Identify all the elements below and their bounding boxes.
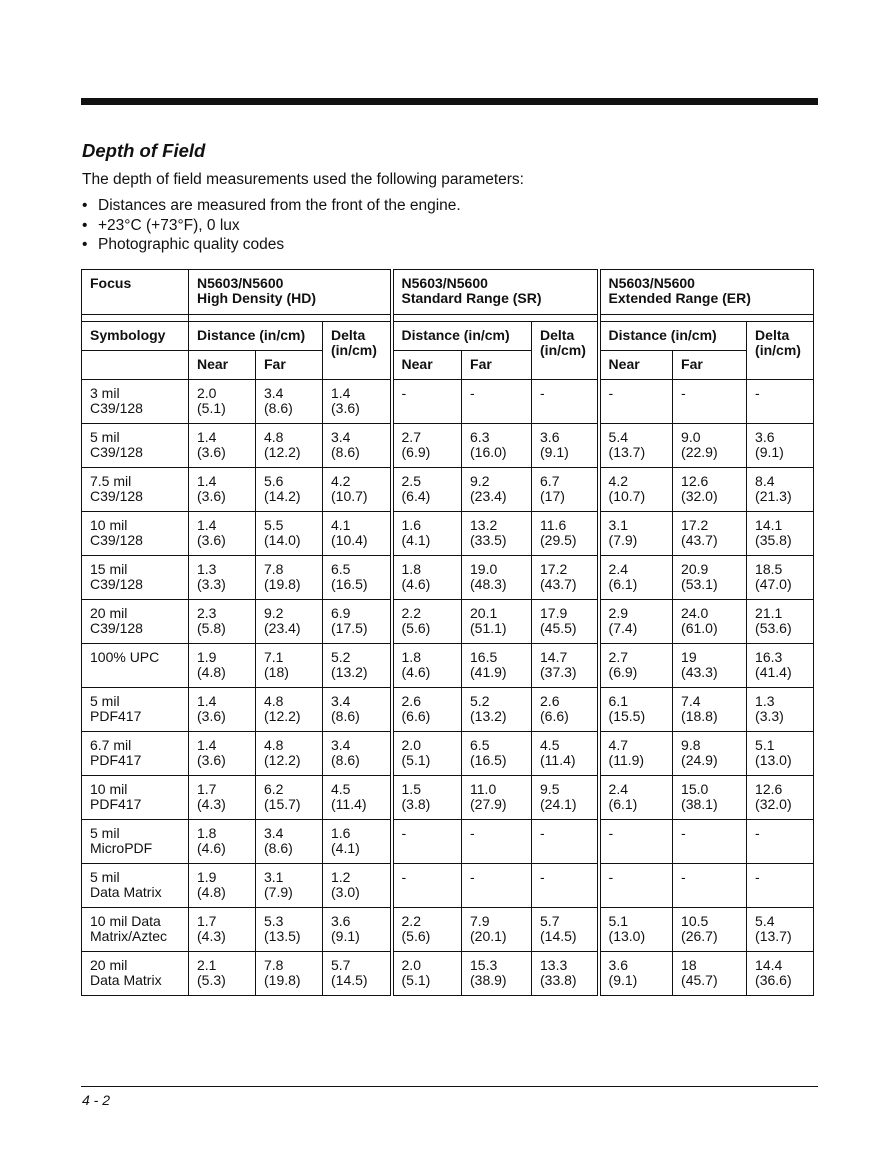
table-row [82, 380, 814, 424]
value-cell: 20.9 (53.1) [673, 556, 747, 600]
table-row [82, 424, 814, 468]
near-header-er: Near [599, 351, 673, 380]
symbology-cell: 7.5 mil C39/128 [82, 468, 189, 512]
value-cell: 2.6 (6.6) [392, 688, 462, 732]
distance-header-sr: Distance (in/cm) [392, 322, 532, 351]
table-row [82, 820, 814, 864]
value-cell: 1.6 (4.1) [323, 820, 392, 864]
value-cell: 16.3 (41.4) [747, 644, 814, 688]
value-cell: 1.9 (4.8) [189, 644, 256, 688]
delta-header-hd: Delta (in/cm) [323, 322, 392, 380]
value-cell: 2.2 (5.6) [392, 908, 462, 952]
bottom-rule [81, 1086, 818, 1087]
value-cell: 5.4 (13.7) [599, 424, 673, 468]
value-cell: 2.0 (5.1) [392, 952, 462, 996]
value-cell: 2.4 (6.1) [599, 556, 673, 600]
table-row [82, 600, 814, 644]
value-cell: 4.1 (10.4) [323, 512, 392, 556]
value-cell: 19 (43.3) [673, 644, 747, 688]
parameter-item: • +23°C (+73°F), 0 lux [82, 216, 461, 236]
value-cell: 17.2 (43.7) [673, 512, 747, 556]
value-cell: 4.8 (12.2) [256, 424, 323, 468]
value-cell: 13.3 (33.8) [532, 952, 599, 996]
value-cell: 4.2 (10.7) [323, 468, 392, 512]
parameter-item: • Distances are measured from the front of the engine. [82, 196, 461, 216]
value-cell: 3.4 (8.6) [256, 380, 323, 424]
value-cell: 14.4 (36.6) [747, 952, 814, 996]
value-cell: 18 (45.7) [673, 952, 747, 996]
value-cell: 1.7 (4.3) [189, 908, 256, 952]
table-row [82, 468, 814, 512]
value-cell: 2.2 (5.6) [392, 600, 462, 644]
value-cell: - [462, 380, 532, 424]
value-cell: 1.7 (4.3) [189, 776, 256, 820]
value-cell: 5.1 (13.0) [747, 732, 814, 776]
page-number: 4 - 2 [82, 1092, 111, 1108]
group-header-hd: N5603/N5600 High Density (HD) [189, 270, 392, 315]
value-cell: 1.4 (3.6) [189, 424, 256, 468]
value-cell: - [599, 820, 673, 864]
value-cell: 21.1 (53.6) [747, 600, 814, 644]
value-cell: 9.8 (24.9) [673, 732, 747, 776]
value-cell: 10.5 (26.7) [673, 908, 747, 952]
table-row [82, 512, 814, 556]
value-cell: 1.4 (3.6) [189, 512, 256, 556]
value-cell: 1.2 (3.0) [323, 864, 392, 908]
near-header-hd: Near [189, 351, 256, 380]
value-cell: 5.7 (14.5) [532, 908, 599, 952]
value-cell: 5.4 (13.7) [747, 908, 814, 952]
symbology-cell: 10 mil PDF417 [82, 776, 189, 820]
section-title: Depth of Field [82, 140, 206, 161]
value-cell: 9.5 (24.1) [532, 776, 599, 820]
distance-header-hd: Distance (in/cm) [189, 322, 323, 351]
value-cell: 2.3 (5.8) [189, 600, 256, 644]
value-cell: 1.4 (3.6) [323, 380, 392, 424]
value-cell: 6.9 (17.5) [323, 600, 392, 644]
value-cell: 3.1 (7.9) [256, 864, 323, 908]
table-row [82, 732, 814, 776]
value-cell: - [673, 864, 747, 908]
value-cell: 2.1 (5.3) [189, 952, 256, 996]
value-cell: - [747, 864, 814, 908]
value-cell: 2.7 (6.9) [392, 424, 462, 468]
value-cell: 18.5 (47.0) [747, 556, 814, 600]
table-row [82, 908, 814, 952]
value-cell: 3.6 (9.1) [532, 424, 599, 468]
value-cell: 2.9 (7.4) [599, 600, 673, 644]
value-cell: - [392, 380, 462, 424]
value-cell: 2.7 (6.9) [599, 644, 673, 688]
value-cell: - [392, 864, 462, 908]
value-cell: 13.2 (33.5) [462, 512, 532, 556]
value-cell: 1.9 (4.8) [189, 864, 256, 908]
value-cell: 5.3 (13.5) [256, 908, 323, 952]
value-cell: 5.2 (13.2) [462, 688, 532, 732]
value-cell: 6.3 (16.0) [462, 424, 532, 468]
table-row [82, 556, 814, 600]
value-cell: 1.4 (3.6) [189, 468, 256, 512]
value-cell: 14.7 (37.3) [532, 644, 599, 688]
value-cell: 3.4 (8.6) [323, 688, 392, 732]
value-cell: 24.0 (61.0) [673, 600, 747, 644]
top-rule [81, 98, 818, 105]
value-cell: 4.8 (12.2) [256, 688, 323, 732]
value-cell: 3.4 (8.6) [323, 732, 392, 776]
group-header-er: N5603/N5600 Extended Range (ER) [599, 270, 814, 315]
value-cell: - [532, 820, 599, 864]
table-row [82, 952, 814, 996]
value-cell: 9.2 (23.4) [462, 468, 532, 512]
delta-header-er: Delta (in/cm) [747, 322, 814, 380]
value-cell: 2.6 (6.6) [532, 688, 599, 732]
symbology-cell: 20 mil C39/128 [82, 600, 189, 644]
value-cell: - [462, 820, 532, 864]
value-cell: 1.6 (4.1) [392, 512, 462, 556]
value-cell: - [532, 864, 599, 908]
value-cell: - [599, 380, 673, 424]
value-cell: 2.4 (6.1) [599, 776, 673, 820]
value-cell: 17.9 (45.5) [532, 600, 599, 644]
near-header-sr: Near [392, 351, 462, 380]
value-cell: 17.2 (43.7) [532, 556, 599, 600]
value-cell: 1.4 (3.6) [189, 688, 256, 732]
far-header-er: Far [673, 351, 747, 380]
value-cell: 6.7 (17) [532, 468, 599, 512]
value-cell: 5.1 (13.0) [599, 908, 673, 952]
value-cell: 3.1 (7.9) [599, 512, 673, 556]
distance-header-er: Distance (in/cm) [599, 322, 747, 351]
value-cell: - [392, 820, 462, 864]
value-cell: 1.5 (3.8) [392, 776, 462, 820]
value-cell: - [599, 864, 673, 908]
value-cell: 3.6 (9.1) [599, 952, 673, 996]
parameter-list [82, 196, 461, 255]
value-cell: 5.5 (14.0) [256, 512, 323, 556]
value-cell: 6.5 (16.5) [323, 556, 392, 600]
value-cell: 3.6 (9.1) [747, 424, 814, 468]
table-body [82, 380, 814, 996]
symbology-cell: 10 mil Data Matrix/Aztec [82, 908, 189, 952]
value-cell: 1.3 (3.3) [189, 556, 256, 600]
symbology-cell: 5 mil MicroPDF [82, 820, 189, 864]
symbology-cell: 10 mil C39/128 [82, 512, 189, 556]
value-cell: 14.1 (35.8) [747, 512, 814, 556]
value-cell: 2.0 (5.1) [189, 380, 256, 424]
value-cell: 3.4 (8.6) [323, 424, 392, 468]
symbology-cell: 15 mil C39/128 [82, 556, 189, 600]
symbology-cell: 5 mil PDF417 [82, 688, 189, 732]
value-cell: 16.5 (41.9) [462, 644, 532, 688]
far-header-sr: Far [462, 351, 532, 380]
value-cell: 11.0 (27.9) [462, 776, 532, 820]
value-cell: - [462, 864, 532, 908]
value-cell: 4.5 (11.4) [532, 732, 599, 776]
value-cell: 9.2 (23.4) [256, 600, 323, 644]
table-row [82, 776, 814, 820]
value-cell: 7.8 (19.8) [256, 952, 323, 996]
value-cell: 6.1 (15.5) [599, 688, 673, 732]
symbology-cell: 20 mil Data Matrix [82, 952, 189, 996]
value-cell: 1.8 (4.6) [392, 556, 462, 600]
symbology-cell: 100% UPC [82, 644, 189, 688]
value-cell: 2.0 (5.1) [392, 732, 462, 776]
value-cell: 6.5 (16.5) [462, 732, 532, 776]
table-row [82, 644, 814, 688]
value-cell: 6.2 (15.7) [256, 776, 323, 820]
value-cell: 5.7 (14.5) [323, 952, 392, 996]
value-cell: 1.8 (4.6) [189, 820, 256, 864]
value-cell: 19.0 (48.3) [462, 556, 532, 600]
far-header-hd: Far [256, 351, 323, 380]
value-cell: 4.8 (12.2) [256, 732, 323, 776]
value-cell: 7.8 (19.8) [256, 556, 323, 600]
value-cell: 4.7 (11.9) [599, 732, 673, 776]
symbology-cell: 6.7 mil PDF417 [82, 732, 189, 776]
value-cell: 8.4 (21.3) [747, 468, 814, 512]
value-cell: 7.1 (18) [256, 644, 323, 688]
value-cell: - [673, 380, 747, 424]
value-cell: 11.6 (29.5) [532, 512, 599, 556]
group-header-sr: N5603/N5600 Standard Range (SR) [392, 270, 599, 315]
value-cell: 7.9 (20.1) [462, 908, 532, 952]
value-cell: - [532, 380, 599, 424]
symbology-cell: 3 mil C39/128 [82, 380, 189, 424]
symbology-cell: 5 mil Data Matrix [82, 864, 189, 908]
value-cell: 4.2 (10.7) [599, 468, 673, 512]
value-cell: 15.0 (38.1) [673, 776, 747, 820]
value-cell: 12.6 (32.0) [747, 776, 814, 820]
intro-text: The depth of field measurements used the following parameters: [82, 171, 524, 188]
symbology-header: Symbology [82, 322, 189, 351]
value-cell: 20.1 (51.1) [462, 600, 532, 644]
focus-header: Focus [82, 270, 189, 315]
value-cell: 1.4 (3.6) [189, 732, 256, 776]
value-cell: 15.3 (38.9) [462, 952, 532, 996]
parameter-item: • Photographic quality codes [82, 235, 461, 255]
value-cell: 7.4 (18.8) [673, 688, 747, 732]
value-cell: 1.3 (3.3) [747, 688, 814, 732]
value-cell: 4.5 (11.4) [323, 776, 392, 820]
table-row [82, 688, 814, 732]
value-cell: 1.8 (4.6) [392, 644, 462, 688]
table-row [82, 864, 814, 908]
value-cell: 5.6 (14.2) [256, 468, 323, 512]
value-cell: - [673, 820, 747, 864]
value-cell: - [747, 380, 814, 424]
delta-header-sr: Delta (in/cm) [532, 322, 599, 380]
symbology-cell: 5 mil C39/128 [82, 424, 189, 468]
symbology-subheader-blank [82, 351, 189, 380]
value-cell: 3.4 (8.6) [256, 820, 323, 864]
value-cell: 9.0 (22.9) [673, 424, 747, 468]
value-cell: 3.6 (9.1) [323, 908, 392, 952]
value-cell: 2.5 (6.4) [392, 468, 462, 512]
value-cell: 12.6 (32.0) [673, 468, 747, 512]
value-cell: 5.2 (13.2) [323, 644, 392, 688]
value-cell: - [747, 820, 814, 864]
depth-of-field-table [81, 269, 814, 996]
